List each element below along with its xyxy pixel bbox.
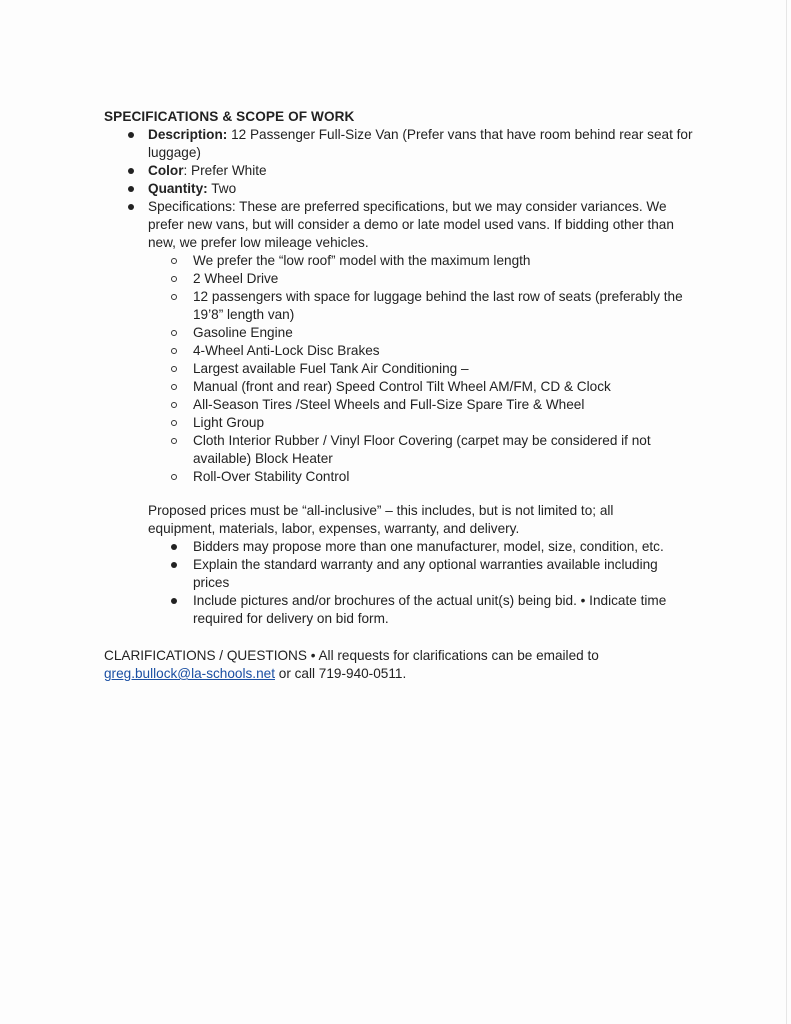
- circle-bullet-icon: [171, 276, 177, 282]
- sub-list-item: 12 passengers with space for luggage behind the last row of seats (preferably the 19’8” length van): [148, 288, 694, 324]
- proposed-prices-section: [148, 502, 668, 628]
- sub-list-item: Manual (front and rear) Speed Control Tilt Wheel AM/FM, CD & Clock: [148, 378, 694, 396]
- clarifications-section: [104, 647, 664, 683]
- list-item-color: [104, 162, 694, 180]
- sub-list-item: 2 Wheel Drive: [148, 270, 694, 288]
- spec-sub-list: [148, 252, 694, 486]
- bullet-icon: [171, 562, 177, 568]
- bullet-icon: [128, 186, 134, 192]
- phone-text: or call 719-940-0511.: [274, 666, 407, 681]
- list-item-quantity: [104, 180, 694, 198]
- clarifications-text: CLARIFICATIONS / QUESTIONS • All requests for clarifications can be emailed to: [104, 648, 599, 663]
- bullet-icon: [171, 598, 177, 604]
- sub-list-item: 4-Wheel Anti-Lock Disc Brakes: [148, 342, 694, 360]
- circle-bullet-icon: [171, 330, 177, 336]
- circle-bullet-icon: [171, 402, 177, 408]
- sub-list-item: Roll-Over Stability Control: [148, 468, 694, 486]
- circle-bullet-icon: [171, 258, 177, 264]
- sub-list-item: We prefer the “low roof” model with the maximum length: [148, 252, 694, 270]
- circle-bullet-icon: [171, 294, 177, 300]
- description-label: Description:: [148, 127, 228, 142]
- sub-list-item: Gasoline Engine: [148, 324, 694, 342]
- list-item-specifications: [104, 198, 694, 486]
- color-text: : Prefer White: [183, 163, 267, 178]
- proposed-intro: Proposed prices must be “all-inclusive” – this includes, but is not limited to; all equipment, materials, labor, expenses, warranty, and delivery.: [148, 503, 614, 536]
- quantity-text: Two: [207, 181, 237, 196]
- list-item: Bidders may propose more than one manufacturer, model, size, condition, etc.: [148, 538, 668, 556]
- bullet-icon: [128, 132, 134, 138]
- list-item: Include pictures and/or brochures of the actual unit(s) being bid. • Indicate time required for delivery on bid form.: [148, 592, 668, 628]
- circle-bullet-icon: [171, 474, 177, 480]
- description-text: 12 Passenger Full-Size Van (Prefer vans that have room behind rear seat for luggage): [148, 127, 693, 160]
- page-edge: [786, 0, 787, 1024]
- circle-bullet-icon: [171, 384, 177, 390]
- sub-list-item: Cloth Interior Rubber / Vinyl Floor Covering (carpet may be considered if not available) Block Heater: [148, 432, 694, 468]
- circle-bullet-icon: [171, 366, 177, 372]
- circle-bullet-icon: [171, 348, 177, 354]
- quantity-label: Quantity:: [148, 181, 208, 196]
- list-item-description: [104, 126, 694, 162]
- bullet-icon: [128, 168, 134, 174]
- sub-list-item: Light Group: [148, 414, 694, 432]
- sub-list-item: Largest available Fuel Tank Air Conditioning –: [148, 360, 694, 378]
- email-link[interactable]: greg.bullock@la-schools.net: [104, 666, 275, 681]
- list-item: Explain the standard warranty and any optional warranties available including prices: [148, 556, 668, 592]
- section-heading: SPECIFICATIONS & SCOPE OF WORK: [104, 109, 355, 124]
- circle-bullet-icon: [171, 438, 177, 444]
- proposed-bullet-list: [148, 538, 668, 628]
- specifications-text: Specifications: These are preferred specifications, but we may consider variances. We prefer new vans, but will consider a demo or late model used vans. If bidding other than new, we prefer low mileage vehicles.: [148, 199, 674, 250]
- bullet-icon: [171, 544, 177, 550]
- spec-list: [104, 126, 694, 486]
- sub-list-item: All-Season Tires /Steel Wheels and Full-Size Spare Tire & Wheel: [148, 396, 694, 414]
- color-label: Color: [148, 163, 184, 178]
- circle-bullet-icon: [171, 420, 177, 426]
- bullet-icon: [128, 204, 134, 210]
